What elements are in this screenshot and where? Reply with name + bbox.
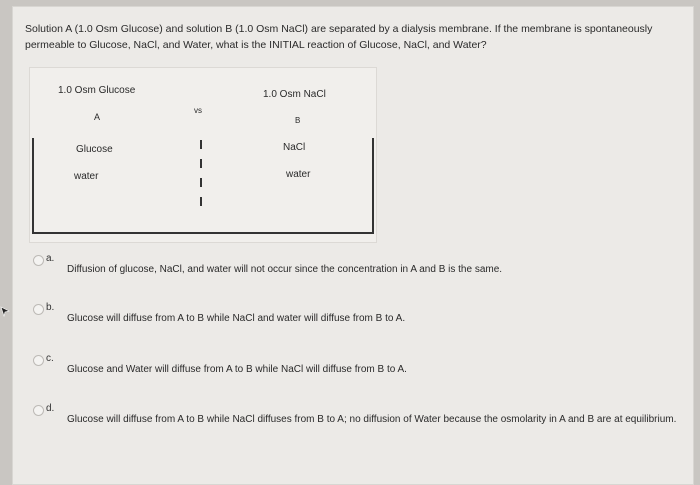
option-a-text: Diffusion of glucose, NaCl, and water will not occur since the concentration in A and B is the same. xyxy=(67,264,503,275)
right-solvent-label: water xyxy=(286,169,311,180)
right-solution-title: 1.0 Osm NaCl xyxy=(263,89,326,100)
container-right-wall xyxy=(372,138,374,234)
option-c-radio[interactable] xyxy=(33,355,44,366)
question-text: Solution A (1.0 Osm Glucose) and solution B (1.0 Osm NaCl) are separated by a dialysis membrane. If the membrane is spontaneously permeable to Glucose, NaCl, and Water, what is the INITIAL reaction of Glucose, NaCl, and Water? xyxy=(25,23,653,51)
membrane-dash xyxy=(200,178,202,187)
left-solution-title: 1.0 Osm Glucose xyxy=(58,85,136,96)
question-panel xyxy=(12,6,694,485)
right-solute-label: NaCl xyxy=(283,142,306,153)
left-solute-label: Glucose xyxy=(76,144,113,155)
container-bottom xyxy=(32,232,374,234)
vs-label: vs xyxy=(194,106,202,115)
option-d-radio[interactable] xyxy=(33,405,44,416)
option-a-radio[interactable] xyxy=(33,255,44,266)
option-c-letter: c. xyxy=(46,353,54,364)
option-a-letter: a. xyxy=(46,253,55,264)
option-b-radio[interactable] xyxy=(33,304,44,315)
membrane-dash xyxy=(200,159,202,168)
option-b-text: Glucose will diffuse from A to B while NaCl and water will diffuse from B to A. xyxy=(67,313,406,324)
membrane-dash xyxy=(200,140,202,149)
arrow-cursor-icon xyxy=(0,306,10,318)
left-solvent-label: water xyxy=(74,171,99,182)
container-left-wall xyxy=(32,138,34,234)
option-d-text: Glucose will diffuse from A to B while NaCl diffuses from B to A; no diffusion of Water because the osmolarity in A and B are at equilibrium. xyxy=(67,414,677,425)
right-solution-letter: B xyxy=(295,116,301,125)
option-d-letter: d. xyxy=(46,403,55,414)
option-c-text: Glucose and Water will diffuse from A to B while NaCl will diffuse from B to A. xyxy=(67,364,407,375)
dialysis-diagram xyxy=(29,67,377,243)
membrane-dash xyxy=(200,197,202,206)
left-solution-letter: A xyxy=(94,112,101,122)
option-b-letter: b. xyxy=(46,302,55,313)
